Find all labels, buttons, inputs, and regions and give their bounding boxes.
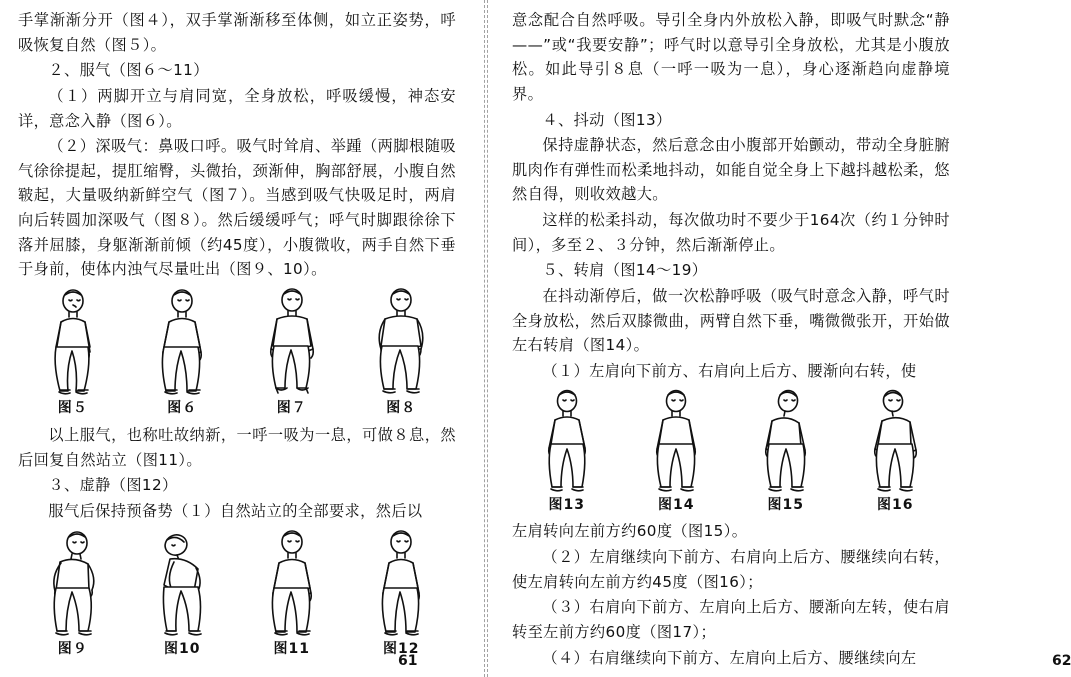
paragraph: 意念配合自然呼吸。导引全身内外放松入静，即吸气时默念“静 ——”或“我要安静”；呼气时以意导引全身放松，尤其是小腹放松。如此导引８息（一呼一吸为一息），身心逐渐趋向虚静境界。: [512, 11, 950, 103]
right-page-text-block-2: [512, 519, 950, 670]
right-page-number: 62: [1052, 653, 1071, 669]
figure-item: [736, 389, 836, 514]
figures-9-12-row: [18, 529, 456, 658]
figure-caption: 图10: [164, 641, 201, 658]
figure-caption: 图15: [767, 497, 804, 514]
figures-13-16-row: [512, 389, 950, 514]
figure-illustration-16: [851, 389, 939, 493]
figure-illustration-12: [355, 529, 447, 637]
paragraph: 在抖动渐停后，做一次松静呼吸（吸气时意念入静，呼气时全身放松，然后双膝微曲，两臂自然下垂，嘴微微张开，开始做左右转肩（图14）。: [512, 286, 950, 355]
paragraph: 以上服气，也称吐故纳新，一呼一吸为一息，可做８息，然后回复自然站立（图11）。: [18, 425, 456, 469]
figure-caption: 图12: [383, 641, 420, 658]
figure-caption: 图７: [276, 399, 307, 416]
figure-item: [349, 529, 453, 658]
paragraph: 手掌渐渐分开（图４），双手掌渐渐移至体侧，如立正姿势，呼吸恢复自然（图５）。: [18, 11, 456, 54]
paragraph: （１）两脚开立与肩同宽，全身放松，呼吸缓慢，神态安详，意念入静（图６）。: [18, 86, 456, 130]
book-spine-divider: [484, 0, 488, 677]
paragraph: 服气后保持预备势（１）自然站立的全部要求，然后以: [48, 501, 423, 520]
paragraph: 保持虚静状态，然后意念由小腹部开始颤动，带动全身脏腑肌肉作有弹性而松柔地抖动，如能自觉全身上下越抖越松柔，悠然自得，则收效越大。: [512, 136, 950, 204]
figure-item: [240, 288, 344, 417]
figure-item: [130, 288, 234, 417]
figure-illustration-11: [246, 529, 338, 637]
right-page-text-block-1: [512, 8, 950, 383]
figure-caption: 图16: [877, 497, 914, 514]
paragraph: ３、虚静（图12）: [48, 476, 178, 495]
figure-item: [130, 529, 234, 658]
figure-illustration-9: [27, 529, 119, 637]
left-page-number: 61: [398, 653, 418, 669]
figure-illustration-10: [136, 529, 228, 637]
figures-5-8-row: [18, 288, 456, 417]
figure-item: [349, 288, 453, 417]
left-page: [6, 0, 466, 677]
paragraph: ２、服气（图６～11）: [48, 61, 209, 80]
left-page-text-block-2: [18, 423, 456, 524]
figure-illustration-7: [246, 288, 338, 396]
paragraph: （４）右肩继续向下前方、左肩向上后方、腰继续向左: [542, 648, 917, 667]
figure-item: [626, 389, 726, 514]
figure-illustration-13: [523, 389, 611, 493]
figure-item: [517, 389, 617, 514]
right-page: [500, 0, 1071, 677]
figure-caption: 图９: [57, 641, 88, 658]
figure-illustration-5: [27, 288, 119, 396]
paragraph: （２）左肩继续向下前方、右肩向上后方、腰继续向右转，使左肩转向左前方约45度（图16）；: [512, 548, 950, 591]
figure-item: [21, 288, 125, 417]
figure-caption: 图６: [167, 399, 198, 416]
figure-caption: 图13: [548, 497, 585, 514]
figure-item: [21, 529, 125, 658]
paragraph: 这样的松柔抖动，每次做功时不要少于164次（约１分钟时间），多至２、３分钟，然后渐渐停止。: [512, 211, 950, 254]
figure-illustration-6: [136, 288, 228, 396]
paragraph: （２）深吸气：鼻吸口呼。吸气时耸肩、举踵（两脚根随吸气徐徐提起，提肛缩臀，头微抬，颈渐伸，胸部舒展，小腹自然皲起，大量吸纳新鲜空气（图７）。当感到吸气快吸足时，两肩向后转圆加深吸气（图８）。然后缓缓呼气；呼气时脚跟徐徐下落并屈膝，身躯渐渐前倾（约45度），小腹微收，两手自然下垂于身前，使体内浊气尽量吐出（图９、10）。: [18, 137, 456, 279]
left-page-text-block-1: [18, 8, 456, 282]
paragraph: （１）左肩向下前方、右肩向上后方、腰渐向右转，使: [542, 361, 917, 380]
figure-item: [845, 389, 945, 514]
figure-illustration-15: [742, 389, 830, 493]
figure-caption: 图14: [658, 497, 695, 514]
figure-caption: 图11: [273, 641, 310, 658]
figure-caption: 图８: [386, 399, 417, 416]
figure-illustration-8: [355, 288, 447, 396]
figure-item: [240, 529, 344, 658]
paragraph: ５、转肩（图14～19）: [542, 261, 708, 280]
paragraph: （３）右肩向下前方、左肩向上后方、腰渐向左转，使右肩转至左前方约60度（图17）；: [512, 598, 950, 641]
paragraph: 左肩转向左前方约60度（图15）。: [512, 522, 748, 541]
paragraph: ４、抖动（图13）: [542, 110, 672, 129]
figure-caption: 图５: [57, 399, 88, 416]
figure-illustration-14: [632, 389, 720, 493]
